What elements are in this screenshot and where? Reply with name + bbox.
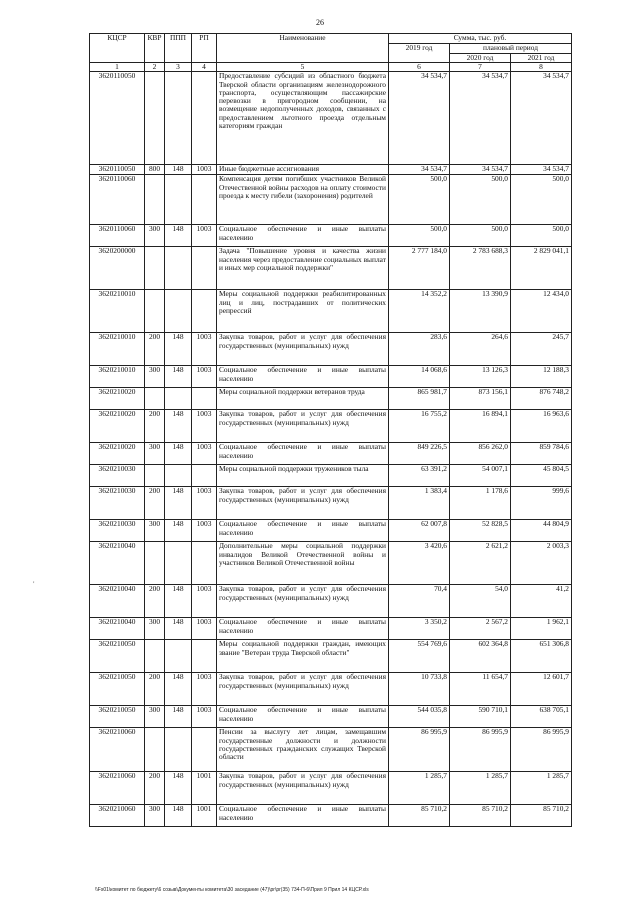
table-row — [90, 165, 572, 175]
row-kcsr: 3620210020 — [90, 443, 145, 465]
row-ppp — [165, 290, 192, 333]
row-kvr: 300 — [145, 366, 165, 388]
row-name: Меры социальной поддержки ветеранов труда — [217, 388, 389, 410]
row-kcsr: 3620110050 — [90, 165, 145, 175]
row-name: Социальное обеспечение и иные выплаты населению — [217, 225, 389, 247]
row-ppp — [165, 175, 192, 225]
row-name: Закупка товаров, работ и услуг для обеспечения государственных (муниципальных) нужд — [217, 410, 389, 443]
row-kvr — [145, 175, 165, 225]
table-row — [90, 542, 572, 585]
row-amount-2020: 54,0 — [450, 585, 511, 618]
row-kvr: 800 — [145, 165, 165, 175]
row-rp: 1003 — [192, 487, 217, 520]
table-row — [90, 772, 572, 805]
row-name: Социальное обеспечение и иные выплаты населению — [217, 706, 389, 728]
row-amount-2021: 651 306,8 — [511, 640, 572, 673]
row-kvr: 200 — [145, 673, 165, 706]
row-rp: 1003 — [192, 673, 217, 706]
row-kvr: 300 — [145, 618, 165, 640]
row-ppp: 148 — [165, 443, 192, 465]
row-amount-2021: 500,0 — [511, 175, 572, 225]
row-name: Социальное обеспечение и иные выплаты населению — [217, 618, 389, 640]
row-amount-2020: 52 828,5 — [450, 520, 511, 542]
row-kcsr: 3620210050 — [90, 640, 145, 673]
row-kcsr: 3620110060 — [90, 225, 145, 247]
row-ppp: 148 — [165, 772, 192, 805]
row-kcsr: 3620210030 — [90, 465, 145, 487]
row-name: Закупка товаров, работ и услуг для обеспечения государственных (муниципальных) нужд — [217, 487, 389, 520]
row-kcsr: 3620210040 — [90, 618, 145, 640]
row-rp: 1003 — [192, 410, 217, 443]
table-row — [90, 72, 572, 165]
row-kcsr: 3620210040 — [90, 542, 145, 585]
page-number: 26 — [316, 18, 324, 27]
row-amount-2020: 873 156,1 — [450, 388, 511, 410]
row-ppp — [165, 388, 192, 410]
row-kcsr: 3620210020 — [90, 388, 145, 410]
row-name: Иные бюджетные ассигнования — [217, 165, 389, 175]
row-amount-2019: 1 285,7 — [389, 772, 450, 805]
row-amount-2020: 85 710,2 — [450, 805, 511, 827]
row-rp: 1003 — [192, 225, 217, 247]
column-numbers-row — [90, 63, 572, 72]
col-number: 4 — [192, 63, 217, 72]
row-amount-2020: 856 262,0 — [450, 443, 511, 465]
footer-file-path: \\Fs01\комитет по бюджету\6 созыв\Документы комитета\30 заседание (47)\pr\pr(35) 734-П-6\Прил 9 Прил 14 КЦСР.xls — [95, 887, 369, 893]
table-row — [90, 805, 572, 827]
row-amount-2021: 12 188,3 — [511, 366, 572, 388]
row-kvr: 200 — [145, 487, 165, 520]
row-kvr — [145, 640, 165, 673]
row-amount-2021: 85 710,2 — [511, 805, 572, 827]
row-ppp: 148 — [165, 333, 192, 366]
row-amount-2019: 2 777 184,0 — [389, 247, 450, 290]
row-kcsr: 3620210010 — [90, 366, 145, 388]
row-kcsr: 3620200000 — [90, 247, 145, 290]
row-amount-2021: 86 995,9 — [511, 728, 572, 772]
row-kcsr: 3620210030 — [90, 487, 145, 520]
row-rp: 1003 — [192, 520, 217, 542]
row-ppp: 148 — [165, 673, 192, 706]
row-amount-2020: 11 654,7 — [450, 673, 511, 706]
col-number: 6 — [389, 63, 450, 72]
row-amount-2021: 41,2 — [511, 585, 572, 618]
row-name: Пенсии за выслугу лет лицам, замещавшим государственные должности и должности государственных гражданских служащих Тверской области — [217, 728, 389, 772]
row-name: Меры социальной поддержки реабилитированных лиц и лиц, пострадавших от политических репрессий — [217, 290, 389, 333]
row-rp: 1003 — [192, 443, 217, 465]
row-rp — [192, 640, 217, 673]
row-amount-2021: 245,7 — [511, 333, 572, 366]
row-rp — [192, 290, 217, 333]
row-rp: 1001 — [192, 805, 217, 827]
table-row — [90, 487, 572, 520]
row-rp: 1001 — [192, 772, 217, 805]
row-amount-2020: 590 710,1 — [450, 706, 511, 728]
row-ppp: 148 — [165, 618, 192, 640]
header-kcsr: КЦСР — [90, 34, 145, 63]
row-kvr: 200 — [145, 410, 165, 443]
row-ppp: 148 — [165, 366, 192, 388]
row-ppp — [165, 542, 192, 585]
row-kvr — [145, 72, 165, 165]
row-kvr: 300 — [145, 706, 165, 728]
row-amount-2019: 85 710,2 — [389, 805, 450, 827]
row-kcsr: 3620210060 — [90, 728, 145, 772]
row-amount-2021: 34 534,7 — [511, 165, 572, 175]
row-amount-2021: 999,6 — [511, 487, 572, 520]
row-amount-2019: 16 755,2 — [389, 410, 450, 443]
row-amount-2021: 34 534,7 — [511, 72, 572, 165]
row-rp: 1003 — [192, 333, 217, 366]
row-kcsr: 3620210020 — [90, 410, 145, 443]
row-amount-2020: 34 534,7 — [450, 165, 511, 175]
row-kvr — [145, 247, 165, 290]
table-row — [90, 290, 572, 333]
row-amount-2019: 10 733,8 — [389, 673, 450, 706]
row-amount-2020: 86 995,9 — [450, 728, 511, 772]
row-ppp: 148 — [165, 706, 192, 728]
row-amount-2019: 3 420,6 — [389, 542, 450, 585]
table-row — [90, 333, 572, 366]
row-rp — [192, 465, 217, 487]
col-number: 1 — [90, 63, 145, 72]
row-name: Социальное обеспечение и иные выплаты населению — [217, 520, 389, 542]
table-row — [90, 640, 572, 673]
row-ppp — [165, 728, 192, 772]
row-rp: 1003 — [192, 165, 217, 175]
row-amount-2019: 70,4 — [389, 585, 450, 618]
row-amount-2021: 2 829 041,1 — [511, 247, 572, 290]
row-kvr — [145, 542, 165, 585]
row-amount-2020: 34 534,7 — [450, 72, 511, 165]
row-kcsr: 3620210010 — [90, 290, 145, 333]
row-amount-2020: 1 285,7 — [450, 772, 511, 805]
row-name: Закупка товаров, работ и услуг для обеспечения государственных (муниципальных) нужд — [217, 673, 389, 706]
row-name: Социальное обеспечение и иные выплаты населению — [217, 366, 389, 388]
row-ppp: 148 — [165, 487, 192, 520]
row-kvr: 300 — [145, 520, 165, 542]
row-ppp: 148 — [165, 805, 192, 827]
row-amount-2019: 283,6 — [389, 333, 450, 366]
row-amount-2021: 12 434,0 — [511, 290, 572, 333]
table-row — [90, 388, 572, 410]
row-kcsr: 3620210030 — [90, 520, 145, 542]
row-kvr: 300 — [145, 805, 165, 827]
row-amount-2020: 500,0 — [450, 175, 511, 225]
row-amount-2021: 45 804,5 — [511, 465, 572, 487]
row-amount-2020: 1 178,6 — [450, 487, 511, 520]
col-number: 7 — [450, 63, 511, 72]
row-kcsr: 3620210060 — [90, 772, 145, 805]
row-amount-2019: 86 995,9 — [389, 728, 450, 772]
row-ppp: 148 — [165, 165, 192, 175]
row-amount-2021: 1 285,7 — [511, 772, 572, 805]
row-name: Социальное обеспечение и иные выплаты населению — [217, 443, 389, 465]
header-2021: 2021 год — [511, 54, 572, 63]
row-rp: 1003 — [192, 585, 217, 618]
row-kcsr: 3620210040 — [90, 585, 145, 618]
table-row — [90, 520, 572, 542]
col-number: 2 — [145, 63, 165, 72]
table-row — [90, 673, 572, 706]
row-amount-2020: 602 364,8 — [450, 640, 511, 673]
row-amount-2019: 63 391,2 — [389, 465, 450, 487]
row-amount-2020: 2 783 688,3 — [450, 247, 511, 290]
row-amount-2020: 2 567,2 — [450, 618, 511, 640]
row-amount-2021: 44 804,9 — [511, 520, 572, 542]
row-amount-2019: 14 352,2 — [389, 290, 450, 333]
table-row — [90, 465, 572, 487]
row-rp — [192, 542, 217, 585]
row-amount-2019: 3 350,2 — [389, 618, 450, 640]
row-name: Компенсация детям погибших участников Великой Отечественной войны расходов на оплату стоимости проезда к месту гибели (захоронения) родителей — [217, 175, 389, 225]
row-rp — [192, 72, 217, 165]
row-kcsr: 3620110050 — [90, 72, 145, 165]
header-planned-period: плановый период — [450, 44, 572, 54]
table-row — [90, 585, 572, 618]
row-rp: 1003 — [192, 618, 217, 640]
row-amount-2020: 13 126,3 — [450, 366, 511, 388]
row-amount-2019: 554 769,6 — [389, 640, 450, 673]
row-name: Дополнительные меры социальной поддержки инвалидов Великой Отечественной войны и участников Великой Отечественной войны — [217, 542, 389, 585]
row-name: Закупка товаров, работ и услуг для обеспечения государственных (муниципальных) нужд — [217, 585, 389, 618]
row-rp — [192, 175, 217, 225]
row-amount-2019: 849 226,5 — [389, 443, 450, 465]
header-rp: РП — [192, 34, 217, 63]
stray-mark: , — [33, 578, 35, 584]
row-amount-2021: 859 784,6 — [511, 443, 572, 465]
row-amount-2019: 500,0 — [389, 175, 450, 225]
row-name: Задача "Повышение уровня и качества жизни населения через предоставление социальных выплат и иных мер социальной поддержки" — [217, 247, 389, 290]
header-name: Наименование — [217, 34, 389, 63]
row-amount-2019: 62 007,8 — [389, 520, 450, 542]
row-ppp: 148 — [165, 410, 192, 443]
table-header — [90, 34, 572, 72]
row-ppp: 148 — [165, 520, 192, 542]
row-name: Закупка товаров, работ и услуг для обеспечения государственных (муниципальных) нужд — [217, 772, 389, 805]
row-amount-2021: 638 705,1 — [511, 706, 572, 728]
row-rp: 1003 — [192, 706, 217, 728]
table-row — [90, 410, 572, 443]
row-amount-2020: 2 621,2 — [450, 542, 511, 585]
row-rp: 1003 — [192, 366, 217, 388]
header-sum: Сумма, тыс. руб. — [389, 34, 572, 44]
header-2020: 2020 год — [450, 54, 511, 63]
table-body — [90, 72, 572, 827]
table-row — [90, 443, 572, 465]
row-name: Меры социальной поддержки тружеников тыла — [217, 465, 389, 487]
col-number: 3 — [165, 63, 192, 72]
row-rp — [192, 728, 217, 772]
row-kcsr: 3620210060 — [90, 805, 145, 827]
budget-table — [89, 33, 572, 827]
table-row-task — [90, 247, 572, 290]
table-row — [90, 225, 572, 247]
col-number: 8 — [511, 63, 572, 72]
header-kvr: КВР — [145, 34, 165, 63]
row-amount-2021: 12 601,7 — [511, 673, 572, 706]
row-amount-2019: 34 534,7 — [389, 72, 450, 165]
row-rp — [192, 247, 217, 290]
row-ppp — [165, 465, 192, 487]
row-name: Социальное обеспечение и иные выплаты населению — [217, 805, 389, 827]
row-kvr: 200 — [145, 333, 165, 366]
row-amount-2020: 264,6 — [450, 333, 511, 366]
col-number: 5 — [217, 63, 389, 72]
row-rp — [192, 388, 217, 410]
row-kvr: 200 — [145, 772, 165, 805]
row-amount-2021: 876 748,2 — [511, 388, 572, 410]
row-kcsr: 3620210050 — [90, 673, 145, 706]
row-amount-2019: 14 068,6 — [389, 366, 450, 388]
row-amount-2019: 865 981,7 — [389, 388, 450, 410]
row-name: Закупка товаров, работ и услуг для обеспечения государственных (муниципальных) нужд — [217, 333, 389, 366]
header-2019: 2019 год — [389, 44, 450, 63]
row-amount-2021: 500,0 — [511, 225, 572, 247]
row-amount-2021: 2 003,3 — [511, 542, 572, 585]
table-row — [90, 706, 572, 728]
row-kcsr: 3620210010 — [90, 333, 145, 366]
row-ppp: 148 — [165, 585, 192, 618]
row-kvr — [145, 388, 165, 410]
row-kvr: 300 — [145, 443, 165, 465]
table-row — [90, 175, 572, 225]
row-amount-2019: 1 383,4 — [389, 487, 450, 520]
row-amount-2020: 16 894,1 — [450, 410, 511, 443]
row-amount-2020: 54 007,1 — [450, 465, 511, 487]
row-kcsr: 3620210050 — [90, 706, 145, 728]
row-kvr — [145, 465, 165, 487]
header-ppp: ППП — [165, 34, 192, 63]
table-row — [90, 618, 572, 640]
row-kvr: 300 — [145, 225, 165, 247]
row-amount-2020: 500,0 — [450, 225, 511, 247]
row-amount-2020: 13 390,9 — [450, 290, 511, 333]
row-ppp — [165, 640, 192, 673]
row-amount-2021: 16 963,6 — [511, 410, 572, 443]
row-ppp: 148 — [165, 225, 192, 247]
row-kvr — [145, 728, 165, 772]
row-kvr: 200 — [145, 585, 165, 618]
row-kcsr: 3620110060 — [90, 175, 145, 225]
row-ppp — [165, 247, 192, 290]
row-name: Предоставление субсидий из областного бюджета Тверской области организациям железнодорожного транспорта, осуществляющим пассажирские перевозки в пригородном сообщении, на возмещение недополученных доходов, связанных с предоставлением льготного проезда отдельным категориям граждан — [217, 72, 389, 165]
table-row — [90, 366, 572, 388]
row-ppp — [165, 72, 192, 165]
row-amount-2019: 500,0 — [389, 225, 450, 247]
row-name: Меры социальной поддержки граждан, имеющих звание "Ветеран труда Тверской области" — [217, 640, 389, 673]
row-amount-2019: 34 534,7 — [389, 165, 450, 175]
row-amount-2019: 544 035,8 — [389, 706, 450, 728]
table-row — [90, 728, 572, 772]
row-amount-2021: 1 962,1 — [511, 618, 572, 640]
row-kvr — [145, 290, 165, 333]
